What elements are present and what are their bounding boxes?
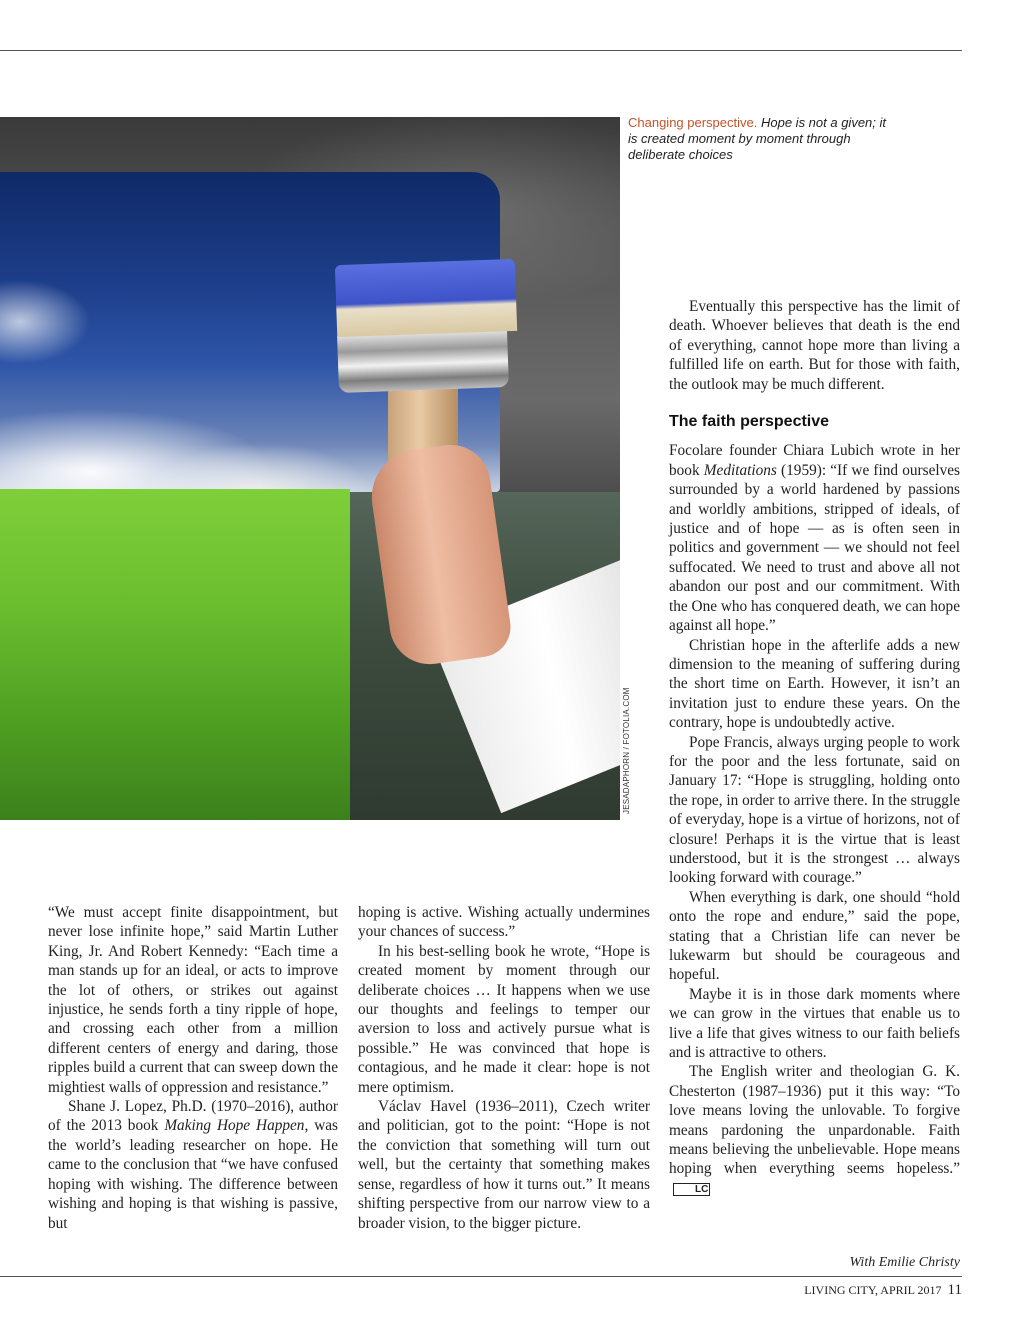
- paragraph: The English writer and theologian G. K. Chesterton (1987–1936) put it this way: “To love means loving the unlovable. To forgive means pardoning the unpardonable. Faith means believing the unbelievable. Hope means hoping when everything seems hopeless.”LC: [669, 1063, 960, 1195]
- paragraph: hoping is active. Wishing actually undermines your chances of success.”: [358, 904, 650, 941]
- paragraph: Christian hope in the afterlife adds a new dimension to the meaning of suffering during the short time on Earth. However, it isn’t an invitation just to endure these years. On the contrary, hope is undoubtedly active.: [669, 636, 960, 732]
- paragraph: Focolare founder Chiara Lubich wrote in her book Meditations (1959): “If we find ourselves surrounded by a world hardened by passions and worldly ambitions, stripped of ideals, of justice and of hope — as is often seen in politics and government — we should not feel suffocated. We need to trust and above all not abandon our post and our commitment. With the One who has conquered death, we can hope against all hope.”: [669, 442, 961, 635]
- brush-bristles: [335, 259, 517, 337]
- photo-credit: JESADAPHORN / FOTOLIA.COM: [622, 687, 631, 814]
- byline: With Emilie Christy: [849, 1255, 960, 1270]
- paragraph: Maybe it is in those dark moments where we can grow in the virtues that enable us to live a life that gives witness to our faith beliefs and is attractive to others.: [669, 985, 960, 1062]
- painted-green-field: [0, 489, 350, 820]
- caption-lead: Changing perspective.: [628, 115, 758, 130]
- caption-text: Hope is not a given; it is created moment by moment through deliberate choices: [628, 115, 887, 162]
- book-title: Making Hope Happen,: [164, 1117, 309, 1135]
- brush-ferrule: [337, 329, 509, 393]
- page-number: 11: [947, 1282, 962, 1298]
- paragraph: Václav Havel (1936–2011), Czech writer and politician, got to the point: “Hope is not the conviction that something will turn out well, but the certainty that something makes sense, regardless of how it turns out.” It means shifting perspective from our narrow view to a broader vision, to the bigger picture.: [358, 1098, 650, 1232]
- paragraph: Pope Francis, always urging people to work for the poor and the less fortunate, said on January 17: “Hope is struggling, holding onto the rope, in order to arrive there. In the struggle of everyday, hope is a virtue of horizons, not of closure! Perhaps it is the virtue that is least understood, but it is the strongest … always looking forward with courage.”: [669, 733, 960, 887]
- right-column: [669, 297, 960, 1198]
- paragraph: Shane J. Lopez, Ph.D. (1970–2016), author of the 2013 book Making Hope Happen, was the world’s leading researcher on hope. He came to the conclusion that “we have confused hoping with wishing. The difference between wishing and hoping is that wishing is passive, but: [48, 1098, 338, 1232]
- book-title: Meditations: [703, 461, 777, 479]
- paintbrush-illustration: [0, 117, 620, 820]
- left-column: [48, 903, 338, 1233]
- paragraph: In his best-selling book he wrote, “Hope is created moment by moment through our deliberate choices … It happens when we use our thoughts and feelings to temper our aversion to loss and actively pursue what is possible.” He was convinced that hope is contagious, and he made it clear: hope is not mere optimism.: [358, 942, 650, 1096]
- publication-name: LIVING CITY, APRIL 2017: [804, 1283, 942, 1297]
- page-footer: [700, 1282, 962, 1299]
- image-caption: [628, 115, 888, 163]
- top-rule: [0, 50, 962, 51]
- footer-rule: [0, 1276, 962, 1277]
- middle-column: [358, 903, 650, 1233]
- paragraph: Eventually this perspective has the limit of death. Whoever believes that death is the end of everything, cannot hope more than living a fulfilled life on earth. But for those with faith, the outlook may be much different.: [669, 298, 960, 393]
- paragraph: When everything is dark, one should “hold onto the rope and endure,” said the pope, stating that a Christian life can never be lukewarm but should be courageous and hopeful.: [669, 888, 960, 984]
- paragraph: “We must accept finite disappointment, but never lose infinite hope,” said Martin Luther King, Jr. And Robert Kennedy: “Each time a man stands up for an ideal, or acts to improve the lot of others, or strikes out against injustice, he sends forth a tiny ripple of hope, and crossing each other from a million different centers of energy and daring, those ripples build a current that can sweep down the mightiest walls of oppression and resistance.”: [48, 904, 338, 1096]
- lc-end-mark: LC: [673, 1183, 710, 1196]
- section-heading: The faith perspective: [669, 413, 830, 431]
